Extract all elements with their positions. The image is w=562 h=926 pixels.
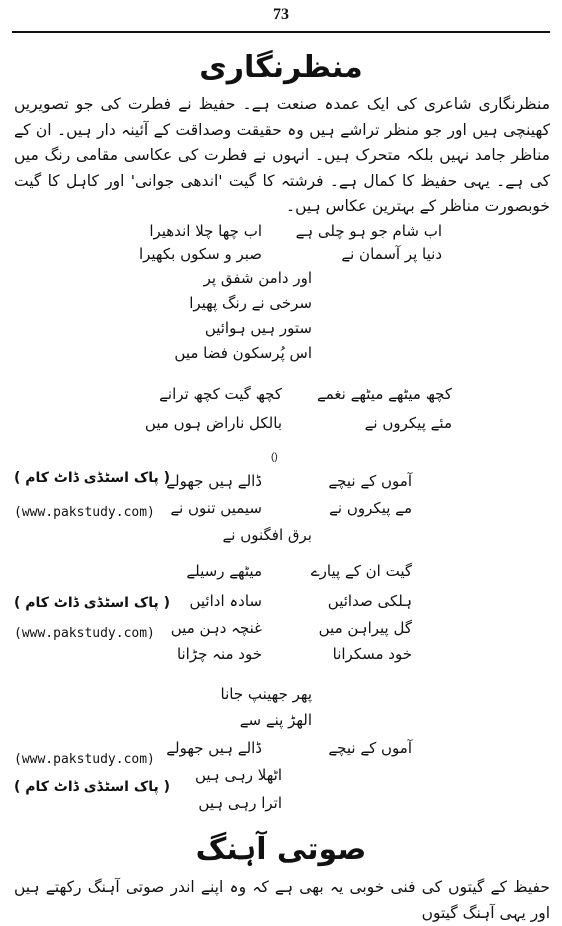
verse-line	[189, 590, 412, 612]
verse-part: غنچہ دہن میں	[170, 619, 262, 637]
verse-part: ستور ہیں ہوائیں	[204, 319, 312, 337]
verse-part: گل پیراہن میں	[318, 619, 412, 637]
verse-part: آموں کے نیچے	[328, 472, 412, 490]
verse-line	[166, 470, 412, 492]
verse-part: کچھ میٹھے میٹھے نغمے	[316, 385, 452, 403]
verse-part: دنیا پر آسمان نے	[341, 245, 442, 263]
verse-line	[221, 683, 312, 705]
watermark-urdu: ( پاک اسٹڈی ڈاٹ کام )	[14, 470, 170, 486]
verse-line	[171, 617, 412, 639]
verse-line	[159, 383, 452, 405]
verse-part: صبر و سکوں بکھیرا	[138, 245, 262, 263]
verse-part: مے پیکروں نے	[329, 499, 412, 517]
verse-line	[240, 709, 312, 731]
verse-part: اٹھلا رہی ہیں	[194, 766, 282, 784]
verse-part: مئے پیکروں نے	[364, 414, 452, 432]
verse-part: ہلکی صدائیں	[327, 592, 412, 610]
verse-part: ڈالے ہیں جھولے	[166, 739, 262, 757]
verse-line	[222, 524, 312, 546]
sound-paragraph: حفیظ کے گیتوں کی فنی خوبی یہ بھی ہے کہ وہ اپنے اندر صوتی آہنگ رکھتے ہیں اور یہی آہنگ گیتوں	[14, 878, 550, 922]
verse-line	[174, 342, 312, 364]
verse-line	[177, 643, 412, 665]
watermark-urdu: ( پاک اسٹڈی ڈاٹ کام )	[14, 595, 170, 611]
verse-line	[205, 317, 312, 339]
verse-line	[149, 220, 442, 242]
verse-line	[170, 497, 412, 519]
watermark-url: (www.pakstudy.com)	[14, 626, 155, 641]
verse-part: اب شام جو ہو چلی ہے	[295, 222, 442, 240]
verse-line	[139, 243, 442, 265]
verse-part: آموں کے نیچے	[328, 739, 412, 757]
verse-part: گیت ان کے پیارے	[310, 562, 412, 580]
verse-part: برق افگنوں نے	[222, 526, 312, 544]
verse-part: میٹھے رسیلے	[186, 562, 262, 580]
page-number: 73	[273, 6, 289, 23]
verse-part: کچھ گیت کچھ ترانے	[159, 385, 282, 403]
verse-part: خود منہ چڑانا	[176, 645, 262, 663]
verse-part: اب چھا چلا اندھیرا	[149, 222, 262, 240]
watermark-urdu: ( پاک اسٹڈی ڈاٹ کام )	[14, 779, 170, 795]
section-heading-scenery: منظرنگاری	[199, 50, 363, 85]
verse-line	[166, 737, 412, 759]
verse-line	[204, 267, 312, 289]
verse-part: الھڑ پنے سے	[239, 711, 312, 729]
verse-part: اور دامن شفق پر	[203, 269, 312, 287]
verse-part: اس پُرسکون فضا میں	[174, 344, 312, 362]
verse-line	[145, 412, 452, 434]
verse-part: سیمیں تنوں نے	[170, 499, 262, 517]
separator-mark: ()	[271, 452, 278, 463]
verse-part: خود مسکرانا	[332, 645, 412, 663]
section-heading-sound: صوتی آہنگ	[195, 832, 367, 867]
verse-part: اترا رہی ہیں	[198, 794, 282, 812]
header-rule	[12, 31, 550, 33]
verse-part: پھر جھینپ جانا	[220, 685, 312, 703]
watermark-url: (www.pakstudy.com)	[14, 752, 155, 767]
verse-line	[186, 560, 412, 582]
verse-line	[195, 764, 282, 786]
verse-part: سرخی نے رنگ پھیرا	[189, 294, 312, 312]
watermark-url: (www.pakstudy.com)	[14, 505, 155, 520]
verse-line	[189, 292, 312, 314]
verse-part: سادہ ادائیں	[189, 592, 262, 610]
verse-part: ڈالے ہیں جھولے	[166, 472, 262, 490]
intro-paragraph: منظرنگاری شاعری کی ایک عمدہ صنعت ہے۔ حفیظ نے فطرت کی جو تصویریں کھینچی ہیں اور جو منظر تراشے ہیں وہ حقیقت وصداقت کے آئینہ دار ہیں۔ ان کے مناظر جامد نہیں بلکہ متحرک ہیں۔ انہوں نے فطرت کی عکاسی مقامی رنگ میں کی ہے۔ یہی حفیظ کا کمال ہے۔ فرشتہ کا گیت 'اندھی جوانی' اور کاہل کا گیت خوبصورت مناظر کے بہترین عکاس ہیں۔	[14, 95, 550, 215]
verse-line	[198, 792, 282, 814]
verse-part: بالکل ناراض ہوں میں	[144, 414, 282, 432]
